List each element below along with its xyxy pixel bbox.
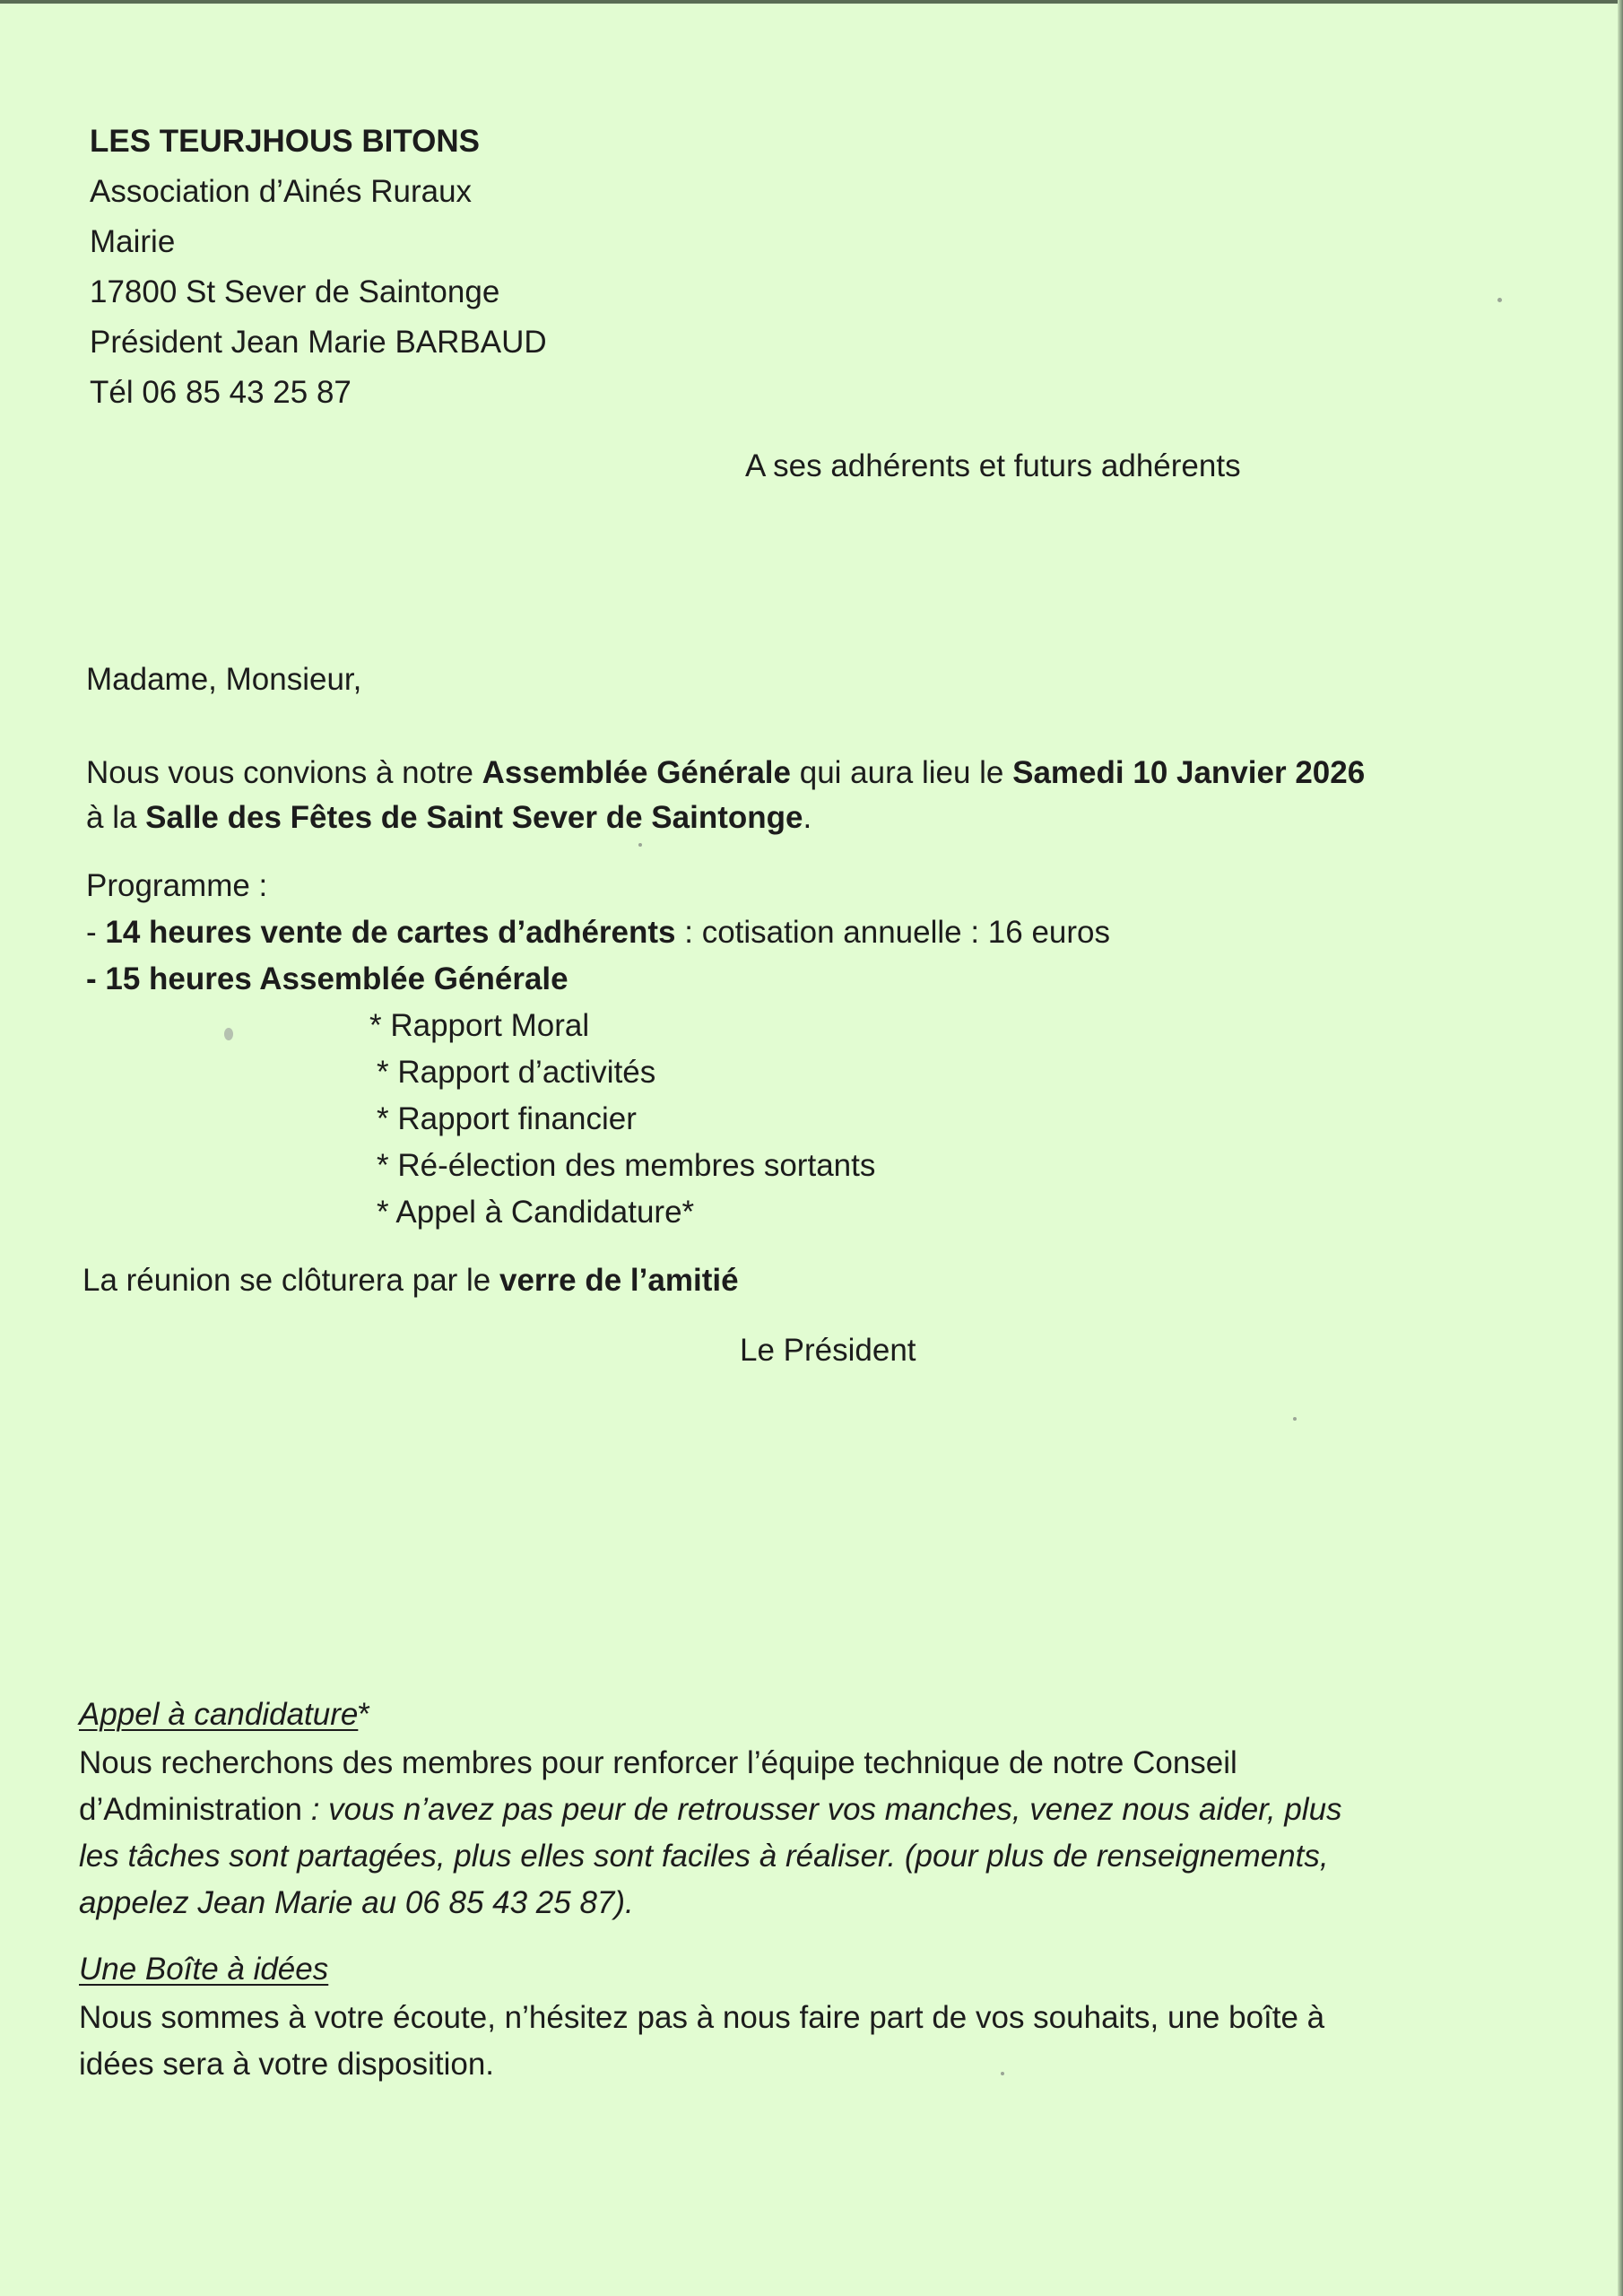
appel-line-2-italic: : vous n’avez pas peur de retrousser vos manches, venez nous aider, plus xyxy=(310,1792,1342,1827)
programme-item-1 xyxy=(86,913,1110,952)
appel-line-2-normal: d’Administration xyxy=(79,1792,311,1827)
programme-subitem: * Ré-élection des membres sortants xyxy=(377,1148,876,1183)
invitation-line-2 xyxy=(86,798,812,838)
recipient-line: A ses adhérents et futurs adhérents xyxy=(745,448,1241,483)
scan-speck xyxy=(1497,298,1502,302)
closing-bold: verre de l’amitié xyxy=(499,1263,739,1298)
salutation: Madame, Monsieur, xyxy=(86,662,362,697)
boite-heading: Une Boîte à idées xyxy=(79,1952,329,1987)
programme-item-1-bold: 14 heures vente de cartes d’adhérents xyxy=(105,915,676,950)
programme-item-2: - 15 heures Assemblée Générale xyxy=(86,961,568,996)
scan-speck xyxy=(1001,2072,1004,2075)
invitation-text-2: qui aura lieu le xyxy=(791,755,1013,790)
programme-subitem: * Rapport Moral xyxy=(369,1008,590,1043)
programme-item-1-dash: - xyxy=(86,915,106,950)
invitation-text-1: Nous vous convions à notre xyxy=(86,755,482,790)
programme-subitem: * Appel à Candidature* xyxy=(377,1195,695,1230)
invitation-text-3: à la xyxy=(86,800,146,835)
meeting-venue: Salle des Fêtes de Saint Sever de Saintonge xyxy=(145,800,803,835)
boite-line-2: idées sera à votre disposition. xyxy=(79,2047,495,2082)
appel-heading-suffix: * xyxy=(358,1697,370,1732)
president-line: Président Jean Marie BARBAUD xyxy=(90,325,547,360)
programme-subitem: * Rapport d’activités xyxy=(377,1055,656,1090)
signature: Le Président xyxy=(740,1333,916,1368)
scan-top-edge xyxy=(0,0,1623,4)
appel-heading-line xyxy=(79,1695,370,1735)
appel-heading: Appel à candidature xyxy=(79,1697,359,1732)
scan-right-edge xyxy=(1618,0,1623,2296)
org-name: LES TEURJHOUS BITONS xyxy=(90,124,480,159)
meeting-date: Samedi 10 Janvier 2026 xyxy=(1012,755,1366,790)
programme-item-1-rest: : cotisation annuelle : 16 euros xyxy=(675,915,1110,950)
programme-title: Programme : xyxy=(86,868,268,903)
assembly-name: Assemblée Générale xyxy=(482,755,792,790)
closing-line xyxy=(82,1261,739,1300)
programme-subitem: * Rapport financier xyxy=(377,1101,637,1136)
invitation-line-1 xyxy=(86,753,1365,793)
phone-line: Tél 06 85 43 25 87 xyxy=(90,375,352,410)
scan-speck xyxy=(1293,1417,1297,1421)
scan-speck xyxy=(224,1028,233,1040)
appel-line-4: appelez Jean Marie au 06 85 43 25 87). xyxy=(79,1885,634,1920)
appel-line-2 xyxy=(79,1790,1342,1830)
scan-speck xyxy=(638,843,642,847)
boite-line-1: Nous sommes à votre écoute, n’hésitez pas à nous faire part de vos souhaits, une boîte à xyxy=(79,2000,1325,2035)
appel-line-3: les tâches sont partagées, plus elles sont faciles à réaliser. (pour plus de renseignements, xyxy=(79,1839,1329,1874)
appel-line-1: Nous recherchons des membres pour renforcer l’équipe technique de notre Conseil xyxy=(79,1745,1237,1780)
org-subtitle: Association d’Ainés Ruraux xyxy=(90,174,473,209)
closing-text: La réunion se clôturera par le xyxy=(82,1263,499,1298)
address-line-1: Mairie xyxy=(90,224,176,259)
invitation-text-4: . xyxy=(803,800,812,835)
address-line-2: 17800 St Sever de Saintonge xyxy=(90,274,500,309)
